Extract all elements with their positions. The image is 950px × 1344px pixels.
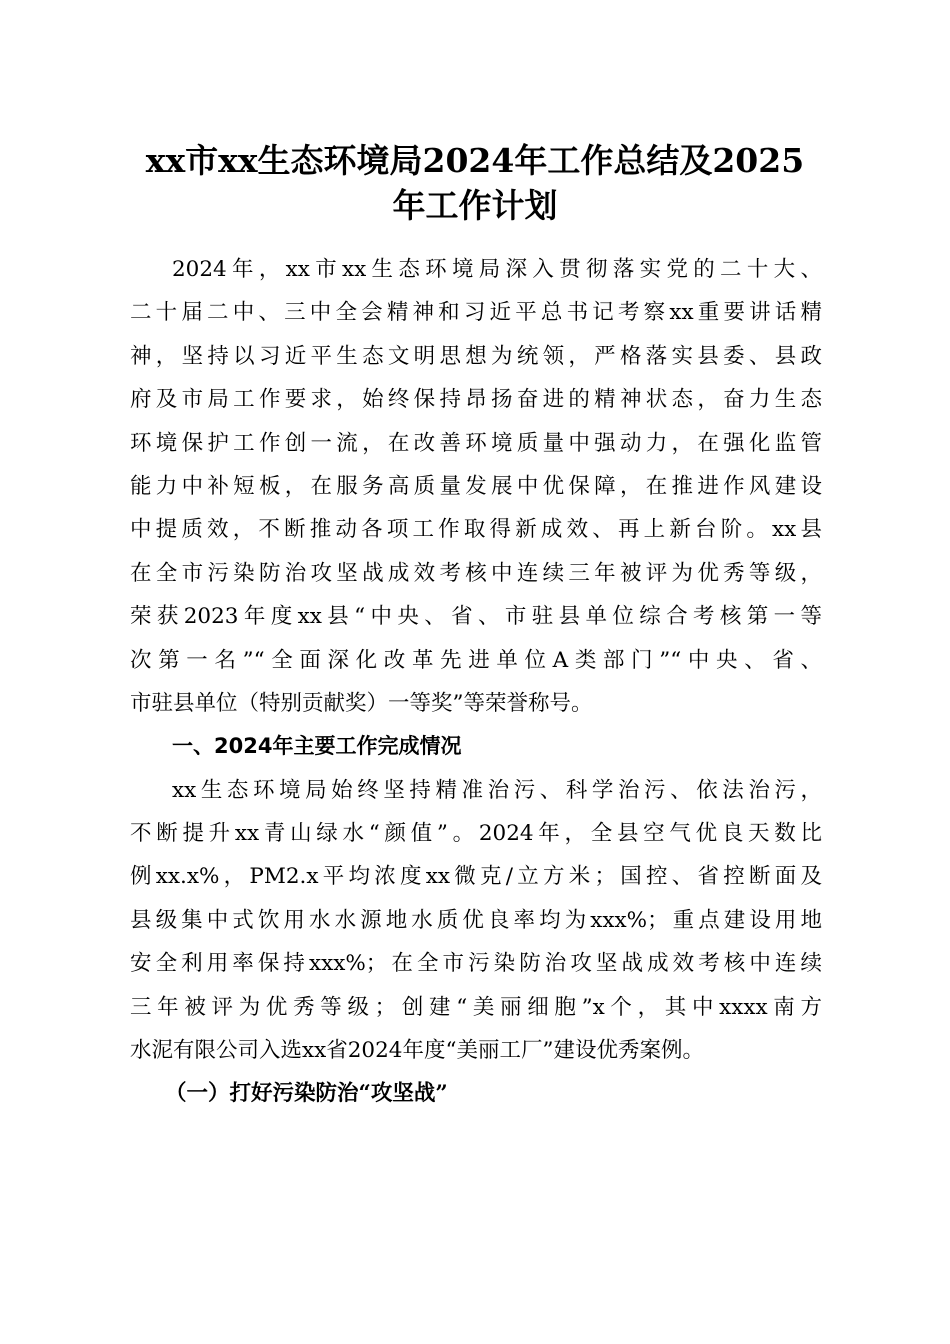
paragraph-line: 中提质效，不断推动各项工作取得新成效、再上新台阶。xx县 bbox=[130, 517, 822, 543]
paragraph-line: 环境保护工作创一流，在改善环境质量中强动力，在强化监管 bbox=[130, 430, 822, 456]
paragraph-line: 能力中补短板，在服务高质量发展中优保障，在推进作风建设 bbox=[130, 473, 822, 499]
paragraph-line: 2024年，xx市xx生态环境局深入贯彻落实党的二十大、 bbox=[172, 257, 822, 282]
paragraph-line: 安全利用率保持xxx%；在全市污染防治攻坚战成效考核中连续 bbox=[130, 951, 822, 977]
paragraph-line: 荣获2023年度xx县“中央、省、市驻县单位综合考核第一等 bbox=[130, 604, 822, 630]
paragraph-line: 二十届二中、三中全会精神和习近平总书记考察xx重要讲话精 bbox=[130, 300, 822, 326]
paragraph-line: xx生态环境局始终坚持精准治污、科学治污、依法治污， bbox=[172, 777, 822, 803]
paragraph-line: 神，坚持以习近平生态文明思想为统领，严格落实县委、县政 bbox=[130, 343, 822, 369]
subsection-heading: （一）打好污染防治“攻坚战” bbox=[165, 1081, 448, 1107]
document-body bbox=[130, 248, 822, 1116]
paragraph-line: 三年被评为优秀等级；创建“美丽细胞”x个，其中xxxx南方 bbox=[130, 994, 822, 1020]
paragraph-line: 县级集中式饮用水水源地水质优良率均为xxx%；重点建设用地 bbox=[130, 907, 822, 933]
paragraph-line: 不断提升xx青山绿水“颜值”。2024年，全县空气优良天数比 bbox=[130, 821, 822, 847]
paragraph-line: 次第一名”“全面深化改革先进单位A类部门”“中央、省、 bbox=[130, 647, 822, 673]
section-heading: 一、2024年主要工作完成情况 bbox=[172, 734, 462, 759]
paragraph-line: 在全市污染防治攻坚战成效考核中连续三年被评为优秀等级， bbox=[130, 560, 822, 586]
paragraph-line: 例xx.x%，PM2.x平均浓度xx微克/立方米；国控、省控断面及 bbox=[130, 864, 822, 890]
paragraph-line: 府及市局工作要求，始终保持昂扬奋进的精神状态，奋力生态 bbox=[130, 387, 822, 413]
document-title-line-2: 年工作计划 bbox=[392, 186, 558, 225]
paragraph-line: 市驻县单位（特别贡献奖）一等奖”等荣誉称号。 bbox=[130, 690, 593, 716]
document-title-line-1: xx市xx生态环境局2024年工作总结及2025 bbox=[145, 141, 805, 180]
paragraph-line: 水泥有限公司入选xx省2024年度“美丽工厂”建设优秀案例。 bbox=[130, 1038, 704, 1064]
